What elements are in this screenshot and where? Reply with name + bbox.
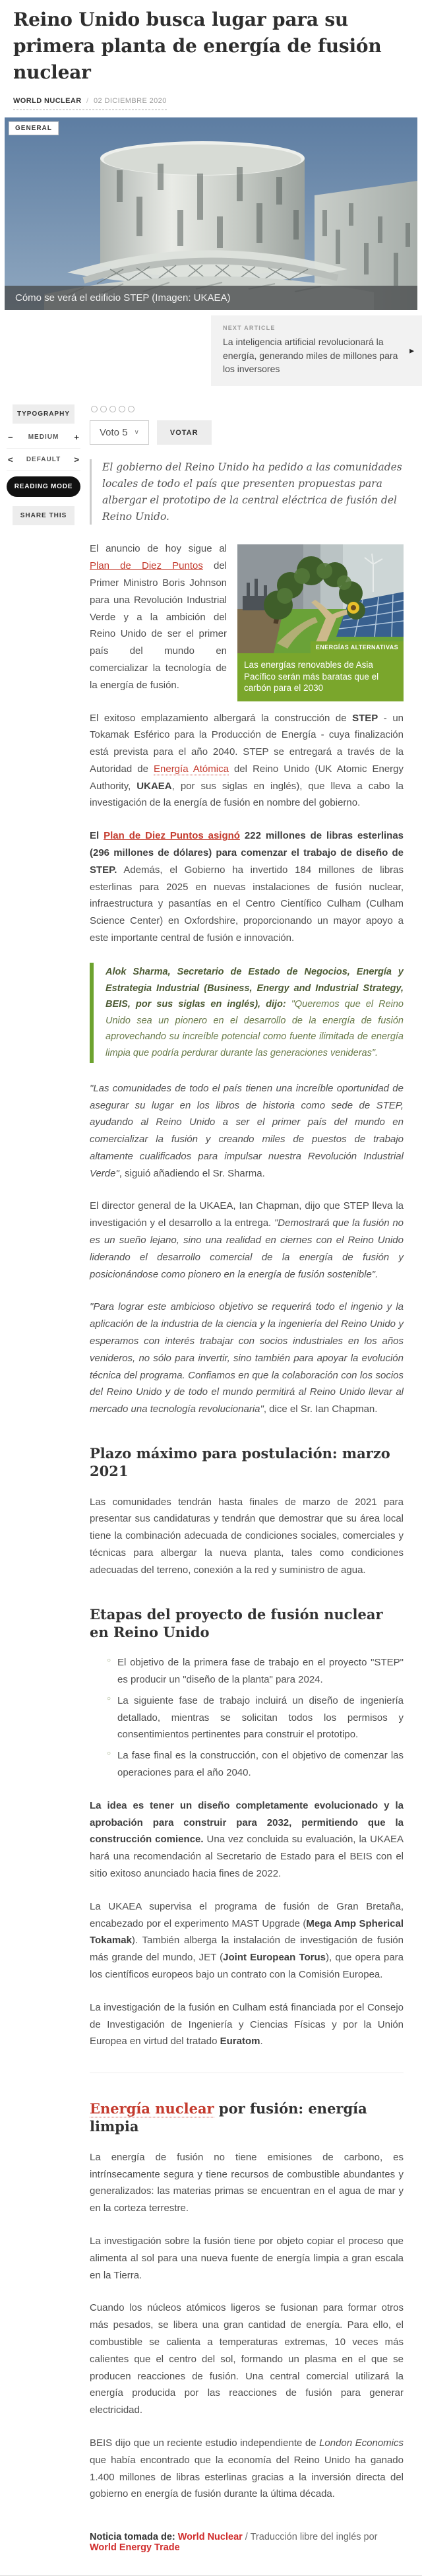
list-item: ○ La siguiente fase de trabajo incluirá un diseño de ingeniería detallado, mientras se solicitan todos los permisos y consentimientos pertinentes para construir el prototipo.: [107, 1692, 404, 1743]
ten-point-plan-link[interactable]: Plan de Diez Puntos: [90, 560, 203, 572]
p9-text: ). También alberga la instalación de investigación de fusión más grande del mundo, JET (: [90, 1935, 404, 1964]
chevron-left-icon[interactable]: <: [8, 455, 13, 465]
font-size-decrease-button[interactable]: −: [8, 432, 13, 443]
p6-text: , dice el Sr. Ian Chapman.: [263, 1403, 378, 1415]
article-header: [0, 0, 422, 110]
paragraph: [90, 2435, 404, 2503]
hero-figure: [5, 117, 417, 310]
article-main: [90, 404, 404, 2575]
theme-value: DEFAULT: [26, 456, 61, 464]
ten-point-plan-assigned-link[interactable]: Plan de Diez Puntos asignó: [104, 830, 240, 842]
byline: [13, 97, 167, 110]
paragraph: [90, 1080, 404, 1182]
section-heading-clean-energy: [90, 2100, 404, 2136]
paragraph: [90, 827, 404, 947]
rating-dot[interactable]: [109, 406, 116, 412]
world-nuclear-link[interactable]: World Nuclear: [177, 2532, 243, 2543]
typography-sidebar: [7, 404, 80, 528]
share-this-button[interactable]: SHARE THIS: [13, 506, 75, 525]
p5-text: El director general de la UKAEA, Ian Chapman, dijo que STEP lleva la investigación y el desarrollo a la entrega.: [90, 1200, 404, 1229]
paragraph: La investigación sobre la fusión tiene por objeto copiar el proceso que alimenta al sol para una nueva fuente de energía limpia a gran escala en la Tierra.: [90, 2235, 404, 2281]
article-lede: El gobierno del Reino Unido ha pedido a las comunidades locales de todo el país que presenten propuestas para albergar el prototipo de la central eléctrica de fusión del Reino Unido.: [90, 459, 404, 525]
stages-list: [90, 1654, 404, 1782]
theme-row: [7, 449, 80, 471]
p14-text: que había encontrado que la economía del Reino Unido ha ganado 1.400 millones de libras esterlinas gracias a la inversión directa del gobierno en energía de fusión durante la última década.: [90, 2454, 404, 2500]
pull-quote: [90, 963, 404, 1063]
rating-dot[interactable]: [91, 406, 98, 412]
p9-bold: Joint European Torus: [223, 1952, 326, 1964]
paragraph: [90, 1999, 404, 2050]
paragraph: [90, 1898, 404, 1983]
p9-text: La UKAEA supervisa el programa de fusión de Gran Bretaña, encabezado por el experimento MAST Upgrade (: [90, 1900, 404, 1929]
next-article-row: [0, 315, 422, 386]
p9-bold: Mega Amp Spherical Tokamak: [90, 1917, 404, 1947]
rating-dots: [91, 406, 404, 412]
paragraph: [90, 1198, 404, 1283]
vote-controls: [90, 420, 404, 445]
p1-text: del Primer Ministro Boris Johnson para una Revolución Industrial Verde y a la ambición del Reino Unido de ser el primer país del mundo en comercializar la tecnología de la energía de fusión.: [90, 560, 227, 691]
p2-text: del Reino Unido (UK Atomic Energy Authority,: [90, 763, 404, 792]
hero-image: [5, 117, 417, 310]
p2-bold: STEP: [352, 712, 378, 724]
article-layout: [0, 404, 422, 2575]
paragraph: La energía de fusión no tiene emisiones de carbono, es intrínsecamente segura y tiene recursos de combustible abundantes y generalizados: las materias primas se encuentran en el agua de mar y en la corteza terrestre.: [90, 2151, 404, 2214]
renewables-image: [237, 544, 404, 653]
source-note: [90, 2532, 404, 2553]
byline-source-link[interactable]: WORLD NUCLEAR: [13, 97, 82, 106]
figure-tag-badge[interactable]: ENERGÍAS ALTERNATIVAS: [311, 641, 404, 653]
chevron-right-icon[interactable]: >: [74, 455, 79, 465]
paragraph: [90, 1299, 404, 1418]
paragraph: Cuando los núcleos atómicos ligeros se fusionan para formar otros más pesados, se libera una gran cantidad de energía. Para ello, el combustible se calienta a temperaturas extremas, 10 veces más calientes que el centro del sol, formando un plasma en el que se producen reacciones de fusión. Una central comercial utilizará la energía producida por las reacciones de fusión para generar electricidad.: [90, 2302, 404, 2416]
font-size-value: MEDIUM: [28, 434, 59, 441]
inline-figure-photo: [237, 544, 404, 653]
world-energy-trade-link[interactable]: World Energy Trade: [90, 2542, 180, 2554]
vote-select[interactable]: [90, 420, 149, 445]
byline-separator: /: [86, 97, 89, 106]
chevron-down-icon: ∨: [134, 429, 139, 437]
next-article-title[interactable]: La inteligencia artificial revolucionará la energía, generando miles de millones para los inversores: [223, 337, 398, 374]
inline-figure[interactable]: [237, 544, 404, 701]
category-badge[interactable]: GENERAL: [9, 121, 59, 135]
p10-bold: Euratom: [220, 2036, 260, 2047]
p2-bold: UKAEA: [136, 780, 172, 792]
reading-mode-button[interactable]: READING MODE: [7, 476, 80, 497]
next-article-label: NEXT ARTICLE: [223, 325, 276, 332]
font-size-increase-button[interactable]: +: [74, 432, 79, 443]
p4-text: , siguió añadiendo el Sr. Sharma.: [119, 1167, 265, 1179]
rating-dot[interactable]: [119, 406, 125, 412]
p14-italic: London Economics: [319, 2437, 404, 2449]
vote-select-value: Voto 5: [100, 427, 128, 439]
quote-attribution: Alok Sharma, Secretario de Estado de Negocios, Energía y Estrategia Industrial (Business, Energy and Industrial Strategy, BEIS, por sus siglas en inglés), dijo:: [106, 966, 404, 1010]
p8-text: Una vez concluida su evaluación, la UKAEA hará una recomendación al Secretario de Estado para el BEIS con el sitio exitoso anunciado hacia fines de 2022.: [90, 1834, 404, 1879]
atomic-energy-link[interactable]: Energía Atómica: [154, 763, 229, 775]
p2-text: , por sus siglas en inglés), que lleva a cabo la investigación de la energía de fusión en nombre del gobierno.: [90, 780, 404, 809]
list-item: ○ La fase final es la construcción, con el objetivo de comenzar las operaciones para el año 2040.: [107, 1747, 404, 1782]
p10-text: .: [260, 2036, 263, 2047]
source-note-text: / Traducción libre del inglés por: [242, 2532, 378, 2543]
p3-bold: El: [90, 830, 104, 842]
quote-text: "Queremos que el Reino Unido sea un pionero en el desarrollo de la energía de fusión aprovechando su increíble potencial como fuente ilimitada de energía limpia que podría perdurar durante las generaciones venideras".: [106, 999, 404, 1059]
p2-text: - un Tokamak Esférico para la Producción de Energía - cuya finalización está prevista para el año 2040. STEP se entregará a través de la Autoridad de: [90, 712, 404, 775]
p5-quote: "Demostrará que la fusión no es un sueño lejano, sino una realidad en ciernes con el Reino Unido liderando el desarrollo comercial de la energía de fusión y posicionándose como pionero en la energía de fusión sostenible".: [90, 1217, 404, 1280]
p6-quote: "Para lograr este ambicioso objetivo se requerirá todo el ingenio y la aplicación de la industria de la ciencia y la ingeniería del Reino Unido y esperamos con interés trabajar con socios industriales en los años venideros, no sólo para invertir, sino también para apoyar la evolución técnica del programa. Confiamos en que la colaboración con los socios del Reino Unido y de todo el mundo permitirá al Reino Unido llevar al mercado una tecnología revolucionaria": [90, 1301, 404, 1415]
paragraph: [90, 710, 404, 812]
paragraph: Las comunidades tendrán hasta finales de marzo de 2021 para presentar sus candidaturas y tendrán que demostrar que su área local tiene la combinación adecuada de condiciones sociales, comerciales y técnicas para albergar la nueva planta, tales como condiciones adecuadas del terreno, conexión a la red y suministro de agua.: [90, 1496, 404, 1576]
byline-date: 02 DICIEMBRE 2020: [93, 97, 167, 106]
nuclear-energy-link[interactable]: Energía nuclear: [90, 2100, 214, 2117]
arrow-right-icon[interactable]: ▶: [409, 347, 414, 354]
section-heading-stages: Etapas del proyecto de fusión nuclear en Reino Unido: [90, 1605, 383, 1640]
hero-caption: Cómo se verá el edificio STEP (Imagen: UKAEA): [5, 286, 417, 310]
page-title: Reino Unido busca lugar para su primera planta de energía de fusión nuclear: [13, 9, 382, 83]
p3-text: Además, el Gobierno ha invertido 184 millones de libras esterlinas para 2025 en nuevas instalaciones de fusión nuclear, infraestructura y pasantías en el Centro Científico Culham (Culham Science Center) en Oxfordshire, proporcionando un mayor apoyo a este importante central de fusión e innovación.: [90, 864, 404, 944]
p9-text: ), que opera para los científicos europeos bajo un contrato con la Comisión Europea.: [90, 1952, 404, 1980]
next-article-teaser[interactable]: [211, 315, 422, 386]
p14-text: BEIS dijo que un reciente estudio independiente de: [90, 2437, 320, 2449]
typography-button[interactable]: TYPOGRAPHY: [13, 404, 75, 424]
section-heading-deadline: Plazo máximo para postulación: marzo 2021: [90, 1445, 390, 1480]
list-item: ○ El objetivo de la primera fase de trabajo en el proyecto "STEP" es producir un "diseño de la planta" para 2024.: [107, 1654, 404, 1689]
rating-dot[interactable]: [128, 406, 135, 412]
p8-bold: La idea es tener un diseño completamente evolucionado y la aprobación para construir para 2032, permitiendo que la construcción comience.: [90, 1799, 404, 1846]
p3-bold: 222 millones de libras esterlinas (296 millones de dólares) para comenzar el trabajo de diseño de STEP.: [90, 830, 404, 876]
source-note-label: Noticia tomada de:: [90, 2532, 178, 2543]
p10-text: La investigación de la fusión en Culham está financiada por el Consejo de Investigación de Ingeniería y Ciencias Físicas y por la Unión Europea en virtud del tratado: [90, 2001, 404, 2047]
p2-text: El exitoso emplazamiento albergará la construcción de: [90, 712, 353, 724]
rating-dot[interactable]: [100, 406, 107, 412]
p1-text: El anuncio de hoy sigue al: [90, 543, 227, 555]
font-size-row: [7, 426, 80, 449]
p4-quote: "Las comunidades de todo el país tienen una increíble oportunidad de asegurar su lugar en los libros de historia como sede de STEP, ayudando al Reino Unido a ser el primer país del mundo en comercializar la fusión y creando miles de puestos de trabajo altamente cualificados para impulsar nuestra Revolución Industrial Verde": [90, 1082, 404, 1179]
vote-button[interactable]: VOTAR: [157, 420, 212, 445]
heading-text: por fusión: energía limpia: [90, 2100, 367, 2135]
inline-figure-caption[interactable]: Las energías renovables de Asia Pacífico serán más baratas que el carbón para el 2030: [237, 653, 404, 701]
paragraph: [90, 1797, 404, 1883]
